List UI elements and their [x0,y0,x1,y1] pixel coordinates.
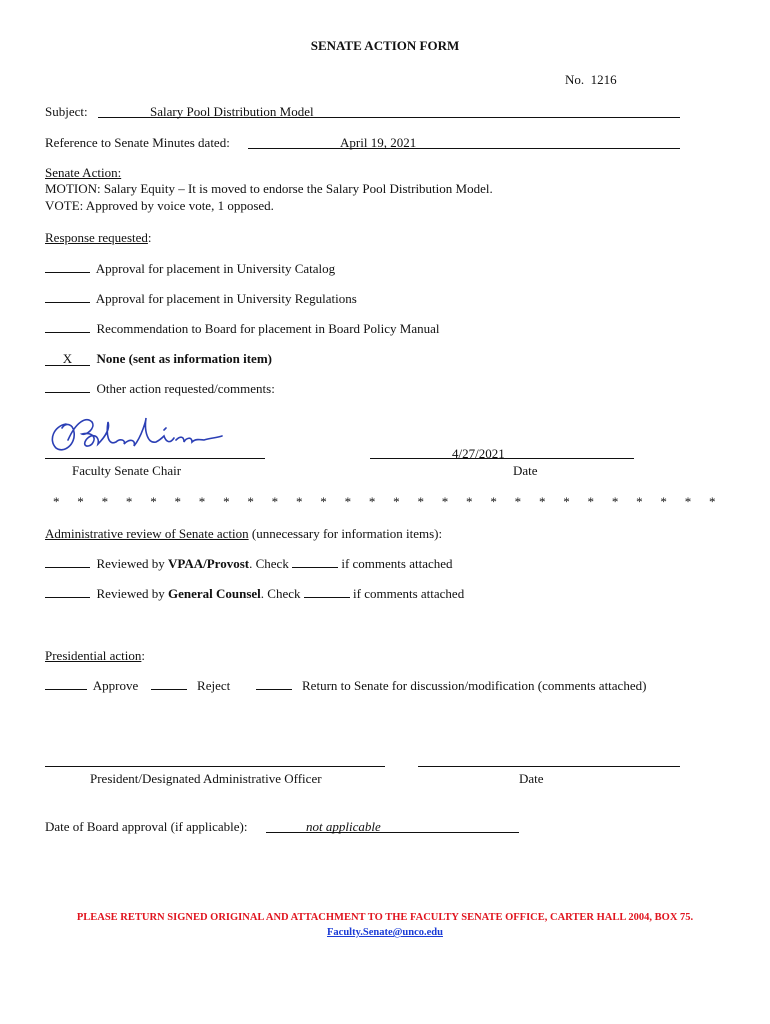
provost-checkline[interactable] [45,556,90,568]
return-label: Return to Senate for discussion/modification (comments attached) [302,678,647,693]
officer-label: President/Designated Administrative Officer [90,771,322,786]
presidential-heading-text: Presidential action [45,648,142,663]
return-checkline[interactable] [256,678,292,690]
review-prefix: Reviewed by [96,556,168,571]
form-number [565,72,617,88]
board-approval-label: Date of Board approval (if applicable): [45,819,248,834]
star: * [417,494,424,509]
signature-date-label: Date [513,463,538,478]
star: * [587,494,595,509]
response-checkline[interactable] [45,291,90,303]
officer-signature-line [45,766,385,767]
response-heading-suffix: : [147,230,152,245]
response-option-label: Other action requested/comments: [96,381,275,396]
presidential-options[interactable] [45,678,646,694]
reviewer-name: General Counsel [167,586,261,601]
chair-signature [46,410,226,458]
form-title: SENATE ACTION FORM [310,38,460,53]
subject-value[interactable]: Salary Pool Distribution Model [150,104,314,119]
star: * [660,494,667,509]
presidential-date-line [418,766,680,767]
signature-date-line [370,458,634,459]
presidential-heading-suffix: : [141,648,146,663]
star: * [174,494,181,509]
response-option-label: None (sent as information item) [96,351,272,366]
reference-label: Reference to Senate Minutes dated: [45,135,230,150]
star: * [247,494,254,509]
review-check-label: . Check [260,586,301,601]
star: * [514,494,522,509]
chair-signature-line [45,458,265,459]
reviewer-name: VPAA/Provost [167,556,250,571]
star: * [295,494,303,509]
response-option[interactable] [45,321,439,337]
response-option-selected[interactable] [45,351,272,367]
provost-comments-checkline[interactable] [292,556,338,568]
star: * [636,494,643,509]
senate-email-link[interactable]: Faculty.Senate@unco.edu [327,927,443,938]
star: * [223,494,230,509]
review-prefix: Reviewed by [96,586,168,601]
star: * [271,494,279,509]
star: * [538,494,546,509]
admin-review-item-counsel[interactable] [45,586,464,602]
reference-value[interactable]: April 19, 2021 [340,135,417,150]
star: * [125,494,133,509]
form-number-value: 1216 [590,72,617,87]
star: * [53,494,60,509]
subject-label: Subject: [45,104,88,119]
return-notice: PLEASE RETURN SIGNED ORIGINAL AND ATTACHMENT TO THE FACULTY SENATE OFFICE, CARTER HALL 2004, BOX 75. [76,912,694,923]
star: * [344,494,352,509]
star: * [101,494,109,509]
counsel-checkline[interactable] [45,586,90,598]
review-after-label: if comments attached [341,556,453,571]
response-option-label: Recommendation to Board for placement in Board Policy Manual [96,321,440,336]
motion-text: MOTION: Salary Equity – It is moved to endorse the Salary Pool Distribution Model. [45,181,493,196]
star: * [563,494,570,509]
reject-label: Reject [197,678,231,693]
star: * [684,494,692,509]
presidential-date-label: Date [519,771,544,786]
star: * [611,494,619,509]
chair-label: Faculty Senate Chair [72,463,182,478]
response-option[interactable] [45,261,335,277]
response-option[interactable] [45,381,275,397]
response-checkline[interactable] [45,261,90,273]
reference-line [248,148,680,149]
star: * [77,494,84,509]
board-approval-value[interactable]: not applicable [306,819,381,834]
reject-checkline[interactable] [151,678,187,690]
response-option-label: Approval for placement in University Regulations [95,291,357,306]
star: * [150,494,157,509]
response-option[interactable] [45,291,357,307]
admin-review-heading-note: (unnecessary for information items): [248,526,443,541]
response-heading-text: Response requested [45,230,148,245]
form-number-label: No. [565,72,585,87]
approve-checkline[interactable] [45,678,87,690]
admin-review-item-provost[interactable] [45,556,453,572]
response-checkline[interactable] [45,321,90,333]
star: * [198,494,206,509]
star: * [320,494,327,509]
star: * [393,494,400,509]
board-approval-line [266,832,519,833]
vote-text: VOTE: Approved by voice vote, 1 opposed. [45,198,274,213]
star: * [368,494,376,509]
star: * [466,494,473,509]
star: * [490,494,497,509]
response-heading [45,230,152,246]
admin-review-heading [45,526,442,542]
star-separator [53,494,733,510]
signature-date-value[interactable]: 4/27/2021 [452,446,505,461]
review-after-label: if comments attached [353,586,465,601]
response-checkline[interactable] [45,381,90,393]
senate-action-heading: Senate Action: [45,165,122,180]
response-checkline-marked[interactable]: X [45,352,90,366]
admin-review-heading-text: Administrative review of Senate action [45,526,249,541]
response-option-label: Approval for placement in University Catalog [95,261,336,276]
star: * [709,494,716,509]
review-check-label: . Check [249,556,289,571]
approve-label: Approve [92,678,139,693]
presidential-heading [45,648,145,664]
counsel-comments-checkline[interactable] [304,586,350,598]
star: * [441,494,449,509]
